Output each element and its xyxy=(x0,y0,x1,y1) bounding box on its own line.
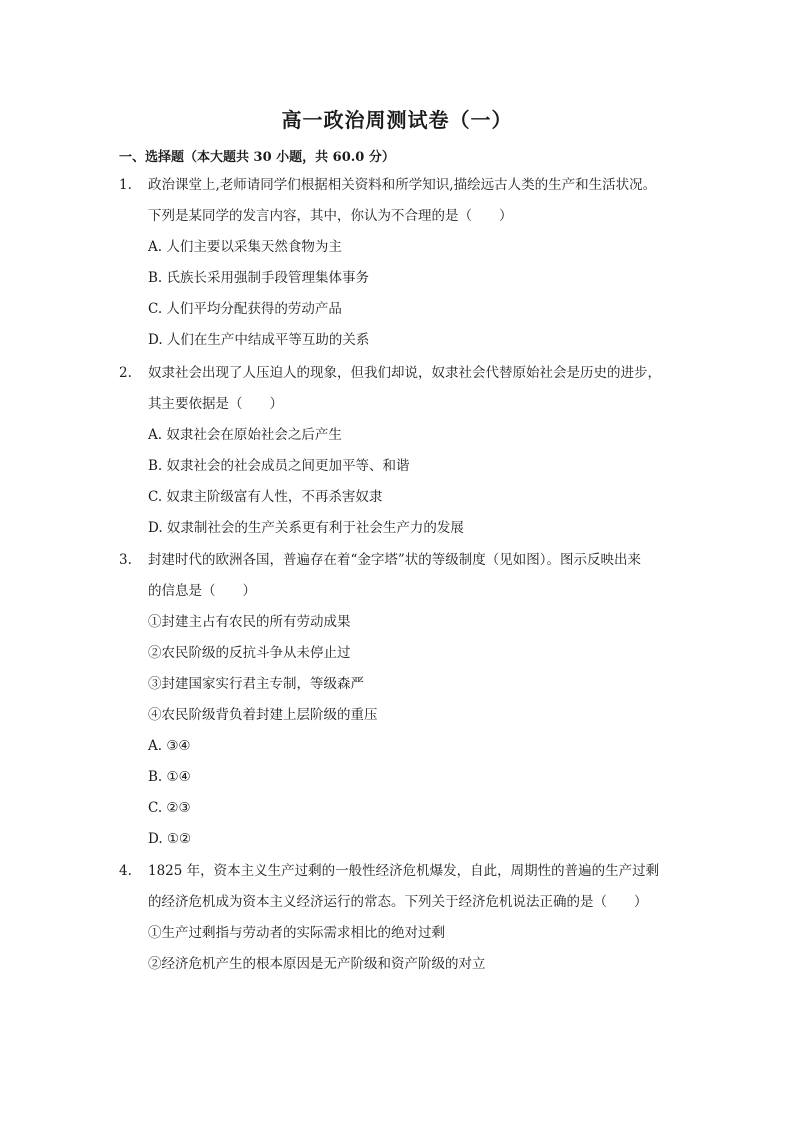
option-a: A. 人们主要以采集天然食物为主 xyxy=(148,239,342,255)
question-stem-line: 政治课堂上,老师请同学们根据相关资料和所学知识,描绘远古人类的生产和生活状况。 xyxy=(148,177,657,193)
option-d: D. 人们在生产中结成平等互助的关系 xyxy=(148,332,370,348)
question-number: 3. xyxy=(119,552,132,568)
option-b: B. 奴隶社会的社会成员之间更加平等、和谐 xyxy=(148,458,410,474)
question-stem-line: 下列是某同学的发言内容，其中，你认为不合理的是（ ） xyxy=(148,208,513,224)
statement-item: ①生产过剩指与劳动者的实际需求相比的绝对过剩 xyxy=(148,925,445,941)
statement-item: ②农民阶级的反抗斗争从未停止过 xyxy=(148,645,351,661)
option-c: C. 人们平均分配获得的劳动产品 xyxy=(148,301,342,317)
option-a: A. 奴隶社会在原始社会之后产生 xyxy=(148,427,342,443)
option-c: C. 奴隶主阶级富有人性，不再杀害奴隶 xyxy=(148,489,383,505)
section-header: 一、选择题（本大题共 30 小题，共 60.0 分） xyxy=(119,150,395,165)
option-b: B. 氏族长采用强制手段管理集体事务 xyxy=(148,270,370,286)
question-stem-line: 1825 年，资本主义生产过剩的一般性经济危机爆发，自此，周期性的普遍的生产过剩 xyxy=(148,863,660,879)
question-number: 1. xyxy=(119,177,132,193)
question-number: 4. xyxy=(119,863,132,879)
question-number: 2. xyxy=(119,365,132,381)
statement-item: ③封建国家实行君主专制，等级森严 xyxy=(148,676,364,692)
option-d: D. ①② xyxy=(148,831,192,847)
option-a: A. ③④ xyxy=(148,738,191,754)
statement-item: ①封建主占有农民的所有劳动成果 xyxy=(148,614,351,630)
question-stem-line: 的信息是（ ） xyxy=(148,583,256,599)
exam-title: 高一政治周测试卷（一） xyxy=(281,108,513,132)
question-stem-line: 的经济危机成为资本主义经济运行的常态。下列关于经济危机说法正确的是（ ） xyxy=(148,894,648,910)
option-b: B. ①④ xyxy=(148,769,191,785)
question-stem-line: 封建时代的欧洲各国，普遍存在着“金字塔”状的等级制度（见如图）。图示反映出来 xyxy=(148,552,642,568)
option-d: D. 奴隶制社会的生产关系更有利于社会生产力的发展 xyxy=(148,520,464,536)
statement-item: ④农民阶级背负着封建上层阶级的重压 xyxy=(148,707,378,723)
question-stem-line: 其主要依据是（ ） xyxy=(148,396,283,412)
statement-item: ②经济危机产生的根本原因是无产阶级和资产阶级的对立 xyxy=(148,956,486,972)
question-stem-line: 奴隶社会出现了人压迫人的现象，但我们却说，奴隶社会代替原始社会是历史的进步， xyxy=(148,365,661,381)
option-c: C. ②③ xyxy=(148,800,191,816)
